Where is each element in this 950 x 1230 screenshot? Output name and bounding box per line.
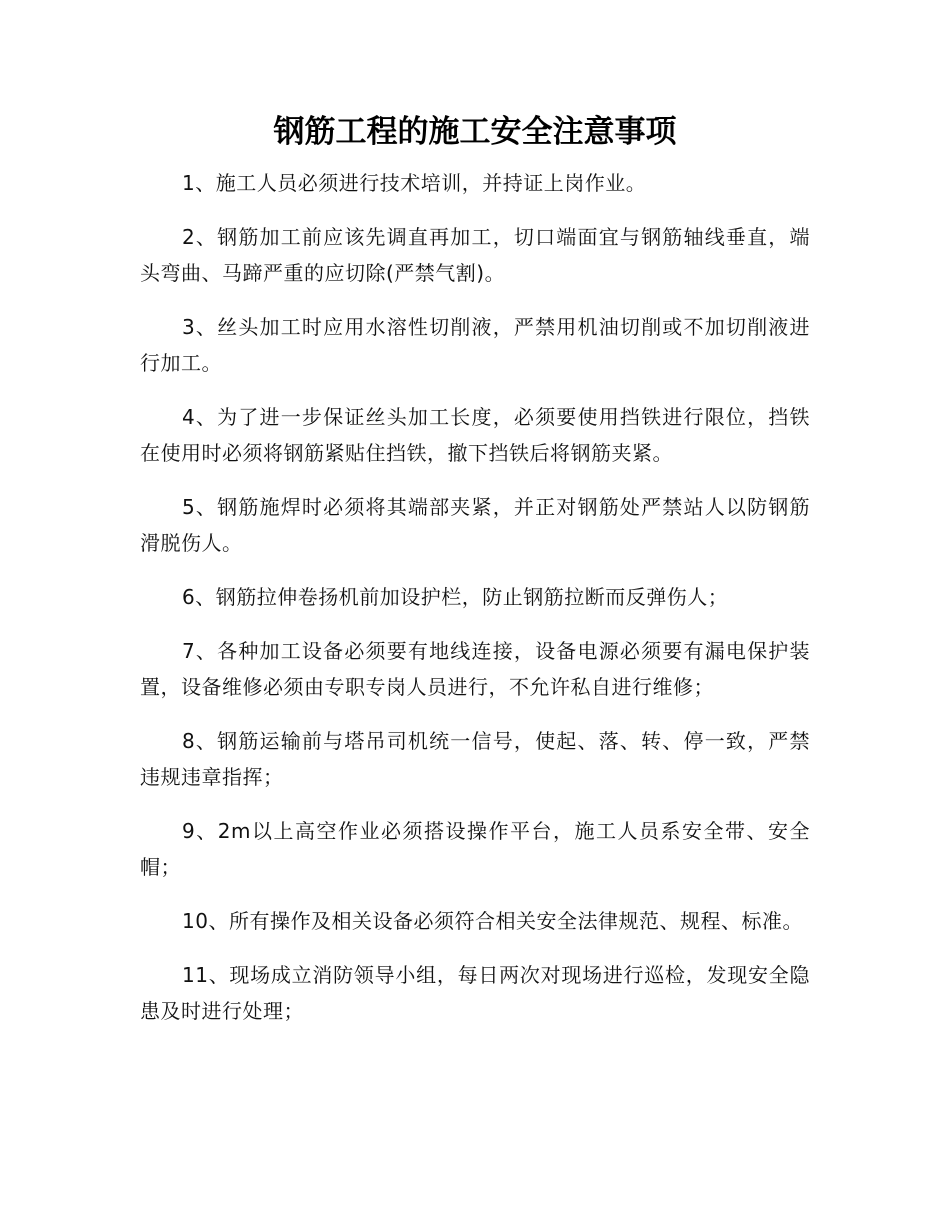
- list-item: 2、钢筋加工前应该先调直再加工，切口端面宜与钢筋轴线垂直，端头弯曲、马蹄严重的应切除(严禁气割)。: [140, 225, 810, 285]
- list-item: 11、现场成立消防领导小组，每日两次对现场进行巡检，发现安全隐患及时进行处理；: [140, 963, 810, 1023]
- list-item: 7、各种加工设备必须要有地线连接，设备电源必须要有漏电保护装置，设备维修必须由专职专岗人员进行，不允许私自进行维修；: [140, 639, 810, 699]
- list-item: 6、钢筋拉伸卷扬机前加设护栏，防止钢筋拉断而反弹伤人；: [182, 585, 729, 609]
- list-item: 5、钢筋施焊时必须将其端部夹紧，并正对钢筋处严禁站人以防钢筋滑脱伤人。: [140, 495, 810, 555]
- document-title: 钢筋工程的施工安全注意事项: [273, 114, 677, 150]
- list-item: 3、丝头加工时应用水溶性切削液，严禁用机油切削或不加切削液进行加工。: [140, 315, 810, 375]
- list-item: 1、施工人员必须进行技术培训，并持证上岗作业。: [182, 171, 647, 195]
- list-item: 10、所有操作及相关设备必须符合相关安全法律规范、规程、标准。: [182, 909, 803, 933]
- list-item: 4、为了进一步保证丝头加工长度，必须要使用挡铁进行限位，挡铁在使用时必须将钢筋紧贴住挡铁，撤下挡铁后将钢筋夹紧。: [140, 405, 810, 465]
- list-item: 9、2m以上高空作业必须搭设操作平台，施工人员系安全带、安全帽；: [140, 819, 810, 879]
- document-body: [140, 165, 810, 1047]
- list-item: 8、钢筋运输前与塔吊司机统一信号，使起、落、转、停一致，严禁违规违章指挥；: [140, 729, 810, 789]
